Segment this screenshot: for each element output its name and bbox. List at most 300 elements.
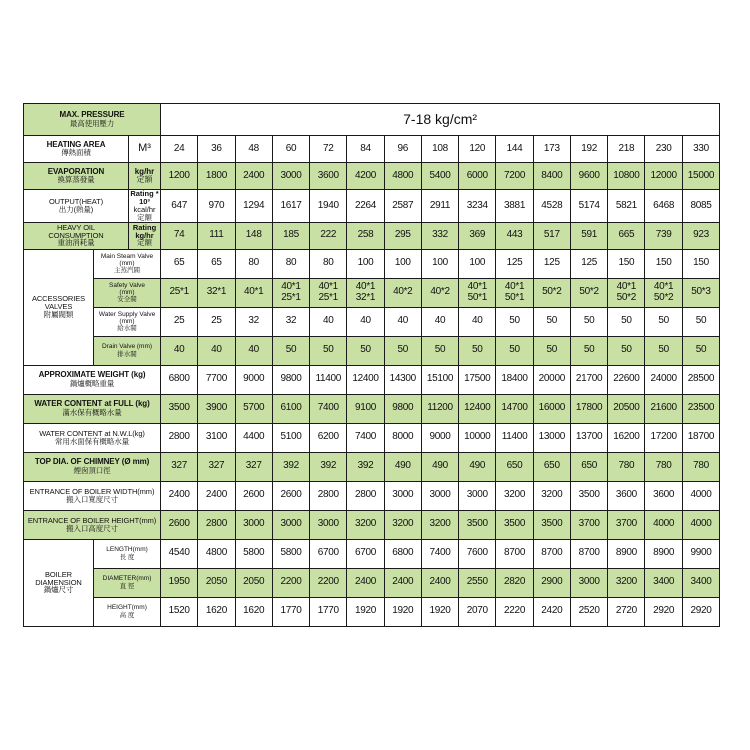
value-cell: 50 [645, 307, 682, 336]
output-row [24, 190, 720, 223]
value-cell: 5800 [272, 539, 309, 568]
value-line: 40*1 [653, 281, 674, 292]
value-cell: 327 [161, 452, 198, 481]
value-cell: 18700 [682, 423, 719, 452]
value-cell: 1800 [198, 163, 235, 190]
value-cell [570, 278, 607, 307]
value-cell: 295 [384, 222, 421, 249]
value-cell: 120 [459, 136, 496, 163]
value-cell: 12000 [645, 163, 682, 190]
value-cell: 13000 [533, 423, 570, 452]
value-line: 50*2 [653, 291, 674, 303]
value-cell: 9000 [421, 423, 458, 452]
value-cell: 150 [645, 249, 682, 278]
value-cell: 6800 [384, 539, 421, 568]
water-full-row [24, 394, 720, 423]
value-cell: 40 [235, 336, 272, 365]
value-cell: 17800 [570, 394, 607, 423]
value-cell: 2900 [533, 568, 570, 597]
value-cell: 7400 [421, 539, 458, 568]
value-cell: 148 [235, 222, 272, 249]
value-cell: 4200 [347, 163, 384, 190]
value-cell: 6468 [645, 190, 682, 223]
evaporation-label: EVAPORATION 換算蒸發量 [24, 163, 129, 190]
value-cell [645, 278, 682, 307]
value-cell: 8700 [533, 539, 570, 568]
drain-valve-row [24, 336, 720, 365]
value-cell: 7400 [347, 423, 384, 452]
value-cell: 10800 [608, 163, 645, 190]
value-cell: 111 [198, 222, 235, 249]
value-cell: 150 [682, 249, 719, 278]
evaporation-row [24, 163, 720, 190]
value-cell: 9000 [235, 365, 272, 394]
value-cell: 2200 [310, 568, 347, 597]
value-cell: 25 [198, 307, 235, 336]
value-cell: 517 [533, 222, 570, 249]
water-full-label: WATER CONTENT at FULL (kg) 滿水保有概略水量 [24, 394, 161, 423]
value-cell: 80 [272, 249, 309, 278]
value-cell: 5100 [272, 423, 309, 452]
value-cell: 48 [235, 136, 272, 163]
value-cell: 443 [496, 222, 533, 249]
value-cell: 258 [347, 222, 384, 249]
value-line: 40*1 [616, 281, 637, 292]
value-cell: 2600 [272, 481, 309, 510]
value-cell: 16200 [608, 423, 645, 452]
weight-row [24, 365, 720, 394]
value-cell: 50 [347, 336, 384, 365]
value-cell: 2400 [384, 568, 421, 597]
value-cell: 490 [459, 452, 496, 481]
value-cell: 4528 [533, 190, 570, 223]
value-cell: 2550 [459, 568, 496, 597]
value-cell: 2400 [161, 481, 198, 510]
value-cell: 40 [310, 307, 347, 336]
value-cell: 21600 [645, 394, 682, 423]
value-line: 25*1 [318, 291, 338, 303]
value-cell: 9100 [347, 394, 384, 423]
value-cell: 6700 [310, 539, 347, 568]
value-cell: 5800 [235, 539, 272, 568]
value-cell: 50 [533, 336, 570, 365]
value-cell: 4000 [645, 510, 682, 539]
value-cell: 2720 [608, 597, 645, 626]
safety-valve-label: Safety Valve (mm) 安全閥 [94, 278, 161, 307]
value-cell: 11400 [310, 365, 347, 394]
value-cell: 3600 [645, 481, 682, 510]
value-cell: 369 [459, 222, 496, 249]
value-cell [272, 278, 309, 307]
value-cell: 40 [198, 336, 235, 365]
value-cell: 3000 [310, 510, 347, 539]
value-cell: 50 [570, 336, 607, 365]
value-cell: 970 [198, 190, 235, 223]
value-cell: 1950 [161, 568, 198, 597]
value-cell: 74 [161, 222, 198, 249]
value-cell: 125 [570, 249, 607, 278]
value-cell: 2400 [235, 163, 272, 190]
value-cell: 18400 [496, 365, 533, 394]
value-cell: 17200 [645, 423, 682, 452]
value-cell: 3881 [496, 190, 533, 223]
value-line: 32*1 [355, 291, 376, 303]
value-cell: 3000 [272, 163, 309, 190]
value-cell: 9800 [272, 365, 309, 394]
value-cell: 40 [384, 307, 421, 336]
value-cell: 15100 [421, 365, 458, 394]
value-cell: 11200 [421, 394, 458, 423]
value-cell: 490 [421, 452, 458, 481]
value-cell: 14700 [496, 394, 533, 423]
value-cell: 2400 [421, 568, 458, 597]
value-cell: 50 [496, 307, 533, 336]
value-cell: 3500 [161, 394, 198, 423]
value-cell: 650 [496, 452, 533, 481]
value-cell: 650 [533, 452, 570, 481]
value-line: 50*2 [616, 291, 637, 303]
value-line: 40*2 [430, 286, 450, 298]
value-cell: 2050 [235, 568, 272, 597]
value-cell [533, 278, 570, 307]
value-cell: 222 [310, 222, 347, 249]
value-cell: 15000 [682, 163, 719, 190]
entrance-height-row [24, 510, 720, 539]
oil-label: HEAVY OIL CONSUMPTION 重油消耗量 [24, 222, 129, 249]
value-cell: 3500 [496, 510, 533, 539]
value-cell: 3700 [570, 510, 607, 539]
value-cell: 6000 [459, 163, 496, 190]
value-line: 50*2 [579, 286, 599, 298]
value-cell: 50 [682, 307, 719, 336]
value-cell [347, 278, 384, 307]
value-cell: 8085 [682, 190, 719, 223]
value-cell: 3500 [570, 481, 607, 510]
value-cell: 2920 [682, 597, 719, 626]
height-row [24, 597, 720, 626]
value-cell: 185 [272, 222, 309, 249]
value-line: 25*1 [281, 291, 301, 303]
value-cell: 12400 [347, 365, 384, 394]
pressure-value: 7-18 kg/cm² [161, 104, 720, 136]
value-cell: 9600 [570, 163, 607, 190]
value-cell: 50 [459, 336, 496, 365]
value-cell [682, 278, 719, 307]
value-cell: 8400 [533, 163, 570, 190]
evaporation-unit: kg/hr 定額 [129, 163, 161, 190]
value-cell: 100 [421, 249, 458, 278]
value-cell: 3900 [198, 394, 235, 423]
value-cell: 8900 [645, 539, 682, 568]
value-cell: 327 [198, 452, 235, 481]
value-cell: 20500 [608, 394, 645, 423]
value-cell: 2800 [198, 510, 235, 539]
value-cell: 1770 [272, 597, 309, 626]
value-cell: 65 [161, 249, 198, 278]
heating-label: HEATING AREA 傳熱面積 [24, 136, 129, 163]
value-cell [310, 278, 347, 307]
value-cell: 3200 [533, 481, 570, 510]
value-line: 50*3 [691, 286, 711, 298]
value-cell: 3000 [459, 481, 496, 510]
value-cell: 8700 [496, 539, 533, 568]
value-cell: 60 [272, 136, 309, 163]
value-cell: 8700 [570, 539, 607, 568]
value-cell: 8000 [384, 423, 421, 452]
value-cell: 739 [645, 222, 682, 249]
value-cell: 50 [645, 336, 682, 365]
value-cell: 6200 [310, 423, 347, 452]
value-cell: 332 [421, 222, 458, 249]
entrance-width-row [24, 481, 720, 510]
value-cell: 50 [272, 336, 309, 365]
value-cell: 2070 [459, 597, 496, 626]
value-cell: 923 [682, 222, 719, 249]
value-cell: 100 [384, 249, 421, 278]
value-cell: 7700 [198, 365, 235, 394]
value-cell: 2920 [645, 597, 682, 626]
value-cell: 3000 [384, 481, 421, 510]
value-cell: 20000 [533, 365, 570, 394]
value-cell: 3600 [310, 163, 347, 190]
value-cell: 3100 [198, 423, 235, 452]
value-cell: 50 [384, 336, 421, 365]
value-line: 50*2 [542, 286, 562, 298]
value-cell: 2520 [570, 597, 607, 626]
value-line: 40*1 [355, 281, 376, 292]
value-cell [608, 278, 645, 307]
value-cell: 1620 [198, 597, 235, 626]
value-cell: 3000 [570, 568, 607, 597]
value-cell: 5400 [421, 163, 458, 190]
value-cell: 2264 [347, 190, 384, 223]
value-cell: 50 [570, 307, 607, 336]
value-cell: 392 [347, 452, 384, 481]
value-cell: 1940 [310, 190, 347, 223]
value-cell: 28500 [682, 365, 719, 394]
value-cell: 3600 [608, 481, 645, 510]
value-cell: 40 [421, 307, 458, 336]
value-cell: 3200 [347, 510, 384, 539]
value-cell: 4540 [161, 539, 198, 568]
value-cell: 392 [272, 452, 309, 481]
value-cell: 2400 [347, 568, 384, 597]
value-cell: 7600 [459, 539, 496, 568]
value-line: 50*1 [504, 291, 525, 303]
value-cell: 2200 [272, 568, 309, 597]
heating-unit: M³ [129, 136, 161, 163]
value-cell: 50 [608, 307, 645, 336]
value-cell: 21700 [570, 365, 607, 394]
value-cell: 72 [310, 136, 347, 163]
value-cell: 2600 [161, 510, 198, 539]
value-cell: 9900 [682, 539, 719, 568]
value-cell: 3200 [421, 510, 458, 539]
value-cell: 2220 [496, 597, 533, 626]
dimension-label: BOILER DIAMENSION 鍋爐尺寸 [24, 539, 94, 626]
value-cell: 3500 [533, 510, 570, 539]
value-cell: 50 [682, 336, 719, 365]
value-cell: 32 [272, 307, 309, 336]
value-cell: 650 [570, 452, 607, 481]
value-cell: 173 [533, 136, 570, 163]
main-steam-label: Main Steam Valve (mm) 主蒸汽閥 [94, 249, 161, 278]
value-line: 25*1 [169, 286, 189, 298]
value-cell [198, 278, 235, 307]
accessories-label: ACCESSORIES VALVES 附屬閥類 [24, 249, 94, 365]
value-cell: 2820 [496, 568, 533, 597]
value-cell [161, 278, 198, 307]
value-cell: 1520 [161, 597, 198, 626]
value-cell: 150 [608, 249, 645, 278]
value-cell: 3000 [235, 510, 272, 539]
oil-unit: Rating kg/hr 定額 [129, 222, 161, 249]
value-line: 40*1 [504, 281, 525, 292]
value-cell: 17500 [459, 365, 496, 394]
value-cell: 780 [682, 452, 719, 481]
value-cell: 3400 [645, 568, 682, 597]
value-cell: 5700 [235, 394, 272, 423]
value-cell: 40 [459, 307, 496, 336]
value-cell: 1617 [272, 190, 309, 223]
value-cell: 2800 [347, 481, 384, 510]
value-cell: 665 [608, 222, 645, 249]
value-cell: 100 [459, 249, 496, 278]
value-cell: 11400 [496, 423, 533, 452]
value-cell: 80 [310, 249, 347, 278]
value-cell: 50 [310, 336, 347, 365]
value-cell: 8900 [608, 539, 645, 568]
value-cell: 3200 [496, 481, 533, 510]
value-cell: 14300 [384, 365, 421, 394]
value-cell: 1620 [235, 597, 272, 626]
entrance-height-label: ENTRANCE OF BOILER HEIGHT(mm) 搬入口高度尺寸 [24, 510, 161, 539]
value-cell: 4800 [198, 539, 235, 568]
value-cell: 4000 [682, 510, 719, 539]
value-line: 40*1 [318, 281, 338, 292]
value-cell: 36 [198, 136, 235, 163]
value-cell: 6100 [272, 394, 309, 423]
boiler-spec-table [23, 103, 720, 627]
heating-row [24, 136, 720, 163]
diameter-row [24, 568, 720, 597]
diameter-label: DIAMETER(mm) 直 徑 [94, 568, 161, 597]
main-steam-row [24, 249, 720, 278]
water-supply-row [24, 307, 720, 336]
value-cell: 16000 [533, 394, 570, 423]
value-cell: 647 [161, 190, 198, 223]
value-cell: 2400 [198, 481, 235, 510]
value-cell: 5821 [608, 190, 645, 223]
value-cell: 330 [682, 136, 719, 163]
value-cell: 1920 [347, 597, 384, 626]
value-cell: 10000 [459, 423, 496, 452]
value-cell: 2911 [421, 190, 458, 223]
value-cell: 1920 [384, 597, 421, 626]
value-cell: 12400 [459, 394, 496, 423]
value-cell: 125 [496, 249, 533, 278]
value-cell: 6700 [347, 539, 384, 568]
value-cell: 84 [347, 136, 384, 163]
value-cell: 780 [608, 452, 645, 481]
output-label: OUTPUT(HEAT) 出力(熱量) [24, 190, 129, 223]
height-label: HEIGHT(mm) 高 度 [94, 597, 161, 626]
value-cell: 22600 [608, 365, 645, 394]
value-line: 40*2 [393, 286, 413, 298]
value-cell: 65 [198, 249, 235, 278]
value-cell: 4800 [384, 163, 421, 190]
value-cell: 192 [570, 136, 607, 163]
value-cell: 100 [347, 249, 384, 278]
value-cell: 96 [384, 136, 421, 163]
value-cell: 591 [570, 222, 607, 249]
value-cell: 80 [235, 249, 272, 278]
value-cell: 5174 [570, 190, 607, 223]
value-cell: 2800 [161, 423, 198, 452]
value-cell: 327 [235, 452, 272, 481]
value-cell: 230 [645, 136, 682, 163]
value-cell: 40 [161, 336, 198, 365]
value-cell: 32 [235, 307, 272, 336]
length-row [24, 539, 720, 568]
value-cell: 3700 [608, 510, 645, 539]
value-cell: 3234 [459, 190, 496, 223]
value-cell: 2600 [235, 481, 272, 510]
value-cell: 3000 [272, 510, 309, 539]
length-label: LENGTH(mm) 長 度 [94, 539, 161, 568]
value-cell: 50 [496, 336, 533, 365]
entrance-width-label: ENTRANCE OF BOILER WIDTH(mm) 搬入口寬度尺寸 [24, 481, 161, 510]
water-nwl-row [24, 423, 720, 452]
value-line: 40*1 [281, 281, 301, 292]
weight-label: APPROXIMATE WEIGHT (kg) 鍋爐概略重量 [24, 365, 161, 394]
output-unit: Rating * 10³ kcal/hr 定額 [130, 189, 159, 222]
value-cell [459, 278, 496, 307]
value-cell: 50 [421, 336, 458, 365]
value-cell: 13700 [570, 423, 607, 452]
chimney-label: TOP DIA. OF CHIMNEY (Ø mm) 煙囪頂口徑 [24, 452, 161, 481]
value-cell: 3000 [421, 481, 458, 510]
value-cell: 7200 [496, 163, 533, 190]
value-cell [421, 278, 458, 307]
value-cell: 1770 [310, 597, 347, 626]
value-cell: 490 [384, 452, 421, 481]
value-cell: 4000 [682, 481, 719, 510]
value-cell: 40 [347, 307, 384, 336]
value-cell: 1920 [421, 597, 458, 626]
value-cell: 2800 [310, 481, 347, 510]
value-cell: 1200 [161, 163, 198, 190]
value-cell: 50 [533, 307, 570, 336]
value-cell: 9800 [384, 394, 421, 423]
value-cell [235, 278, 272, 307]
value-cell: 24 [161, 136, 198, 163]
chimney-row [24, 452, 720, 481]
value-cell: 218 [608, 136, 645, 163]
value-cell: 3500 [459, 510, 496, 539]
value-cell: 4400 [235, 423, 272, 452]
value-line: 40*1 [467, 281, 487, 292]
value-line: 50*1 [467, 291, 487, 303]
water-nwl-label: WATER CONTENT at N.W.L(kg) 常用水面保有概略水量 [24, 423, 161, 452]
water-supply-label: Water Supply Valve (mm) 給水閥 [94, 307, 161, 336]
value-cell: 2420 [533, 597, 570, 626]
value-cell [384, 278, 421, 307]
value-cell: 1294 [235, 190, 272, 223]
value-cell: 2050 [198, 568, 235, 597]
value-cell: 125 [533, 249, 570, 278]
value-line: 32*1 [206, 286, 227, 298]
